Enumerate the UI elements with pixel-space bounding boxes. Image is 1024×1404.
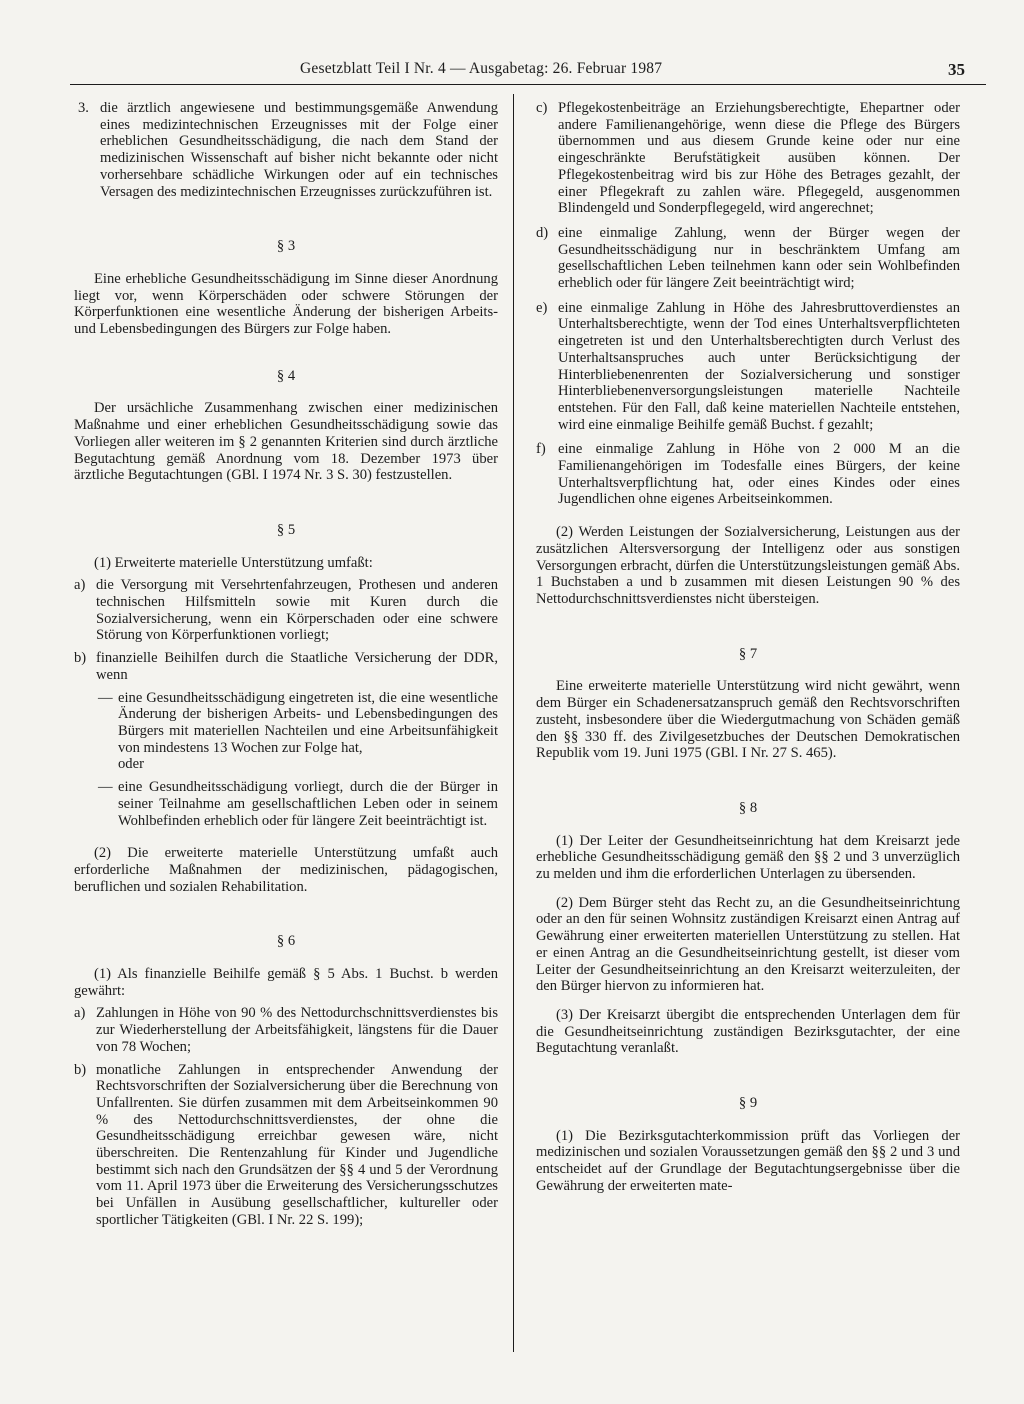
list-item-b — [74, 650, 498, 683]
list-label: b) — [74, 650, 87, 667]
section-4-text: Der ursächliche Zusammenhang zwischen einer medizinischen Maßnahme und einer erheblichen Gesundheitsschädigung sowie das Vorliegen aller weiteren im § 2 genannten Kriterien sind durch ärztliche Begutachtung gemäß Anordnung vom 18. Dezember 1973 über ärztliche Begutachtungen (GBl. I 1974 Nr. 3 S. 30) festzustellen. — [74, 400, 498, 484]
section-9-para-1: (1) Die Bezirksgutachterkommission prüft das Vorliegen der medizinischen und sozialen Voraussetzungen gemäß den §§ 2 und 3 und entscheidet auf der Grundlage der Begutachtungsergebnisse über die Gewährung der erweiterten mate- — [536, 1127, 960, 1194]
list-item-3 — [78, 100, 498, 200]
section-heading-5: § 5 — [276, 521, 296, 538]
right-column — [536, 100, 960, 1195]
list-text: die Versorgung mit Versehrtenfahrzeugen, Prothesen und anderen technischen Hilfsmitteln sowie mit Kuren durch die Sozialversicherung, wenn ein Körperschaden oder eine schwere Störung von Körperfunktionen vorliegt; — [96, 577, 498, 644]
list-text: monatliche Zahlungen in entsprechender Anwendung der Rechtsvorschriften der Sozialversicherung über die Berechnung von Unfallrenten. Sie dürfen zusammen mit dem Arbeitseinkommen 90 % des Nettodurchschnittsverdienstes, der ohne die Gesundheitsschädigung erreichbar gewesen wäre, nicht überschreiten. Die Rentenzahlung für Kinder und Jugendliche bestimmt sich nach den Grundsätzen der §§ 4 und 5 der Verordnung vom 11. April 1973 über die Erweiterung des Versicherungsschutzes bei Unfällen in Ausübung gesellschaftlicher, kultureller oder sportlicher Tätigkeiten (GBl. I Nr. 22 S. 199); — [96, 1061, 498, 1228]
dash-text: eine Gesundheitsschädigung vorliegt, durch die der Bürger in seiner Teilnahme am gesellschaftlichen Leben oder in seinem Wohlbefinden erheblich oder für längere Zeit beeinträchtigt ist. — [118, 779, 498, 829]
section-8-para-3: (3) Der Kreisarzt übergibt die entsprechenden Unterlagen dem für die Gesundheitseinrichtung zuständigen Bezirksgutachter, der eine Begutachtung veranlaßt. — [536, 1006, 960, 1057]
section-6-para-1: (1) Als finanzielle Beihilfe gemäß § 5 Abs. 1 Buchst. b werden gewährt: — [74, 966, 498, 999]
page-number: 35 — [948, 60, 965, 79]
list-item-a — [74, 577, 498, 644]
list-text: die ärztlich angewiesene und bestimmungsgemäße Anwendung eines medizintechnischen Erzeugnisses mit der Folge einer erheblichen Gesundheitsschädigung, die nach dem Stand der medizinischen Wissenschaft auf bisher nicht bekannte oder nicht vorhersehbare schädliche Wirkungen oder auf ein technisches Versagen des medizintechnischen Erzeugnisses zurückzuführen ist. — [100, 100, 498, 200]
list-text: eine einmalige Zahlung in Höhe von 2 000 M an die Familienangehörigen im Todesfalle eines Bürgers, der keine Unterhaltsverpflichtung hat, oder eines Kindes oder eines Jugendlichen ohne eigenes Arbeitseinkommen. — [558, 441, 960, 508]
list-label: e) — [536, 299, 548, 316]
section-3-text: Eine erhebliche Gesundheitsschädigung im Sinne dieser Anordnung liegt vor, wenn Körperschäden oder schwere Störungen der Körperfunktionen eine wesentliche Änderung der bisherigen Arbeits- und Lebensbedingungen des Bürgers zur Folge haben. — [74, 270, 498, 338]
list-text: Pflegekostenbeiträge an Erziehungsberechtigte, Ehepartner oder andere Familienangehörige, wenn diese die Pflege des Bürgers übernommen und aus diesem Grunde keine oder nur eine eingeschränkte Berufstätigkeit ausüben können. Der Pflegekostenbeitrag wird bis zur Höhe des Betrages gezahlt, der einer Pflegekraft zu zahlen wäre. Pflegegeld, ausgenommen Blindengeld und Sonderpflegegeld, wird angerechnet; — [558, 100, 960, 217]
list-label: b) — [74, 1061, 87, 1078]
list-label: a) — [74, 577, 86, 594]
dash-label: — — [98, 689, 113, 706]
list-item-e — [536, 300, 960, 434]
list-label: d) — [536, 224, 549, 241]
left-column — [74, 100, 498, 1229]
section-6-para-2: (2) Werden Leistungen der Sozialversicherung, Leistungen aus der zusätzlichen Altersversorgung der Intelligenz oder aus sonstigen Versorgungen erbracht, dürfen die Unterstützungsleistungen gemäß Abs. 1 Buchstaben a und b zusammen mit diesen Leistungen 90 % des Nettodurchschnittsverdienstes nicht übersteigen. — [536, 524, 960, 607]
dash-label: — — [98, 779, 113, 796]
dash-or: oder — [118, 756, 144, 773]
list-label: 3. — [78, 100, 89, 116]
list-text: finanzielle Beihilfen durch die Staatliche Versicherung der DDR, wenn — [96, 650, 498, 683]
section-heading-8: § 8 — [738, 799, 758, 816]
list-label: f) — [536, 441, 546, 458]
list-text: eine einmalige Zahlung in Höhe des Jahresbruttoverdienstes an Unterhaltsberechtigte, wenn der Tod eines Unterhaltsverpflichteten eingetreten ist und den Unterhaltsberechtigten durch Verlust des Unterhaltsanspruches auch unter Berücksichtigung der Hinterbliebenenrenten der Sozialversicherung und sonstiger Hinterbliebenenversorgungsleistungen materielle Nachteile entstehen. Für den Fall, daß keine materiellen Nachteile entstehen, wird eine einmalige Beihilfe gemäß Buchst. f gezahlt; — [558, 299, 960, 433]
section-heading-4: § 4 — [276, 367, 296, 384]
list-label: a) — [74, 1005, 86, 1022]
list-text: Zahlungen in Höhe von 90 % des Nettodurchschnittsverdienstes bis zur Wiederherstellung der Arbeitsfähigkeit, längstens für die Dauer von 78 Wochen; — [96, 1005, 498, 1055]
section-5-para-1: (1) Erweiterte materielle Unterstützung umfaßt: — [94, 554, 373, 571]
section-heading-7: § 7 — [738, 645, 758, 662]
section-7-text: Eine erweiterte materielle Unterstützung wird nicht gewährt, wenn dem Bürger ein Schadenersatzanspruch gemäß den Rechtsvorschriften zusteht, insbesondere über die Wiedergutmachung von Schäden gemäß den §§ 330 ff. des Zivilgesetzbuches der Deutschen Demokratischen Republik vom 19. Juni 1975 (GBl. I Nr. 27 S. 465). — [536, 678, 960, 762]
list-item-a — [74, 1005, 498, 1055]
list-item-d — [536, 225, 960, 292]
list-label: c) — [536, 100, 548, 116]
section-heading-6: § 6 — [276, 933, 296, 950]
section-8-para-1: (1) Der Leiter der Gesundheitseinrichtung hat dem Kreisarzt jede erhebliche Gesundheitsschädigung gemäß den §§ 2 und 3 unverzüglich zu melden und ihm die erforderlichen Unterlagen zu übersenden. — [536, 832, 960, 883]
section-8-para-2: (2) Dem Bürger steht das Recht zu, an die Gesundheitseinrichtung oder an den für seinen Wohnsitz zuständigen Kreisarzt einen Antrag auf Gewährung einer erweiterten materiellen Unterstützung zu stellen. Hat er einen Antrag an die Gesundheitseinrichtung gestellt, ist dieser vom Leiter der Gesundheitseinrichtung an den Kreisarzt weiterzuleiten, der den Bürger hiervon zu informieren hat. — [536, 894, 960, 995]
section-heading-3: § 3 — [276, 238, 296, 255]
list-text: eine einmalige Zahlung, wenn der Bürger wegen der Gesundheitsschädigung nur in beschränktem Umfang am gesellschaftlichen Leben teilnehmen kann oder sein Wohlbefinden erheblich oder für längere Zeit beeinträchtigt wird; — [558, 224, 960, 292]
list-item-c — [536, 100, 960, 217]
section-heading-9: § 9 — [738, 1095, 758, 1112]
header-rule — [70, 84, 986, 85]
list-item-f — [536, 441, 960, 508]
dash-item-1 — [98, 690, 498, 774]
section-5-para-2: (2) Die erweiterte materielle Unterstützung umfaßt auch erforderliche Maßnahmen der medizinischen, pädagogischen, beruflichen und sozialen Rehabilitation. — [74, 845, 498, 895]
dash-text: eine Gesundheitsschädigung eingetreten ist, die eine wesentliche Änderung der bisherigen Arbeits- und Lebensbedingungen des Bürgers mit materiellen Nachteilen und eine Arbeitsunfähigkeit von mindestens 13 Wochen zur Folge hat, — [118, 689, 498, 756]
list-item-b — [74, 1062, 498, 1229]
page-header: Gesetzblatt Teil I Nr. 4 — Ausgabetag: 26. Februar 1987 — [300, 60, 663, 77]
dash-item-2 — [98, 779, 498, 829]
column-divider — [513, 94, 514, 1352]
